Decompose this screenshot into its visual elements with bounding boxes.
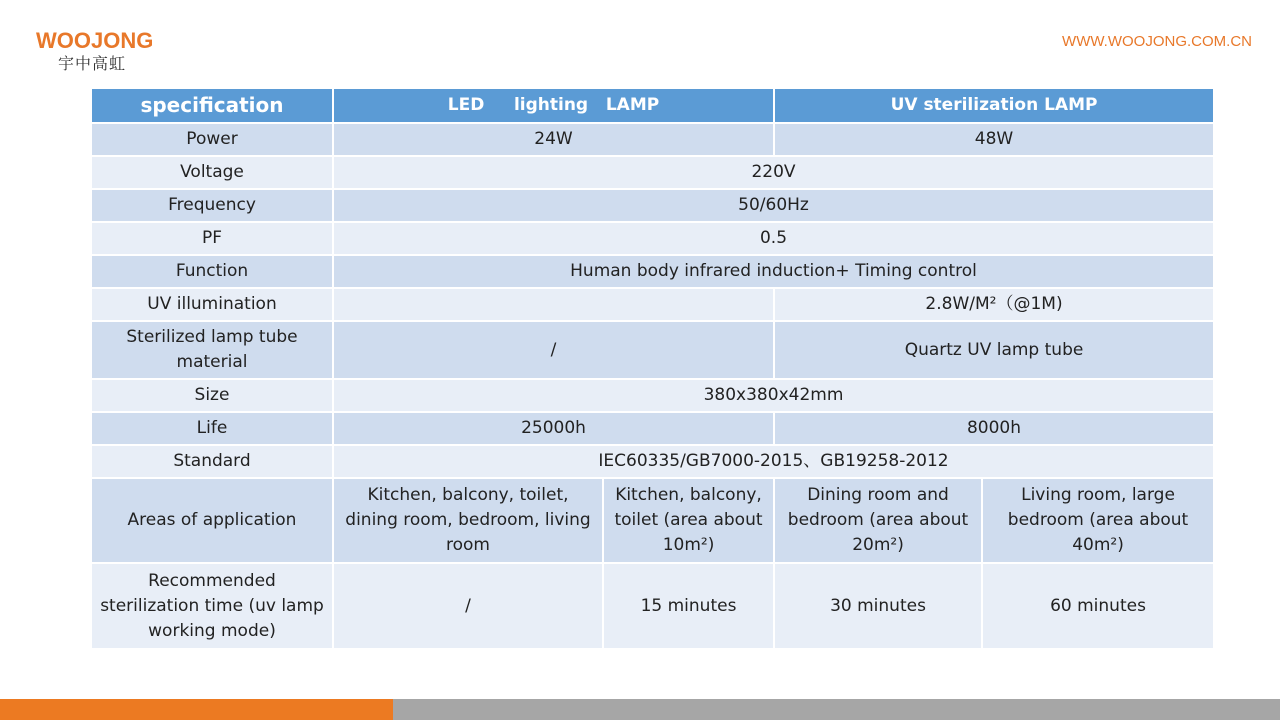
row-label-pf: PF (91, 222, 333, 255)
sterilization-uv-30min: 30 minutes (774, 563, 982, 649)
table-row-areas (91, 478, 1214, 563)
table-row-function (91, 255, 1214, 288)
row-label-size: Size (91, 379, 333, 412)
standard-value: IEC60335/GB7000-2015、GB19258-2012 (333, 445, 1214, 478)
header-uv-lamp: UV sterilization LAMP (774, 88, 1214, 123)
table-row-life (91, 412, 1214, 445)
sterilization-led-value: / (333, 563, 603, 649)
table-row-pf (91, 222, 1214, 255)
header-specification: specification (91, 88, 333, 123)
sterilization-uv-15min: 15 minutes (603, 563, 774, 649)
table-row-standard (91, 445, 1214, 478)
life-uv-value: 8000h (774, 412, 1214, 445)
header-led-lamp: LED lighting LAMP (333, 88, 774, 123)
specification-table (90, 87, 1215, 650)
table-row-frequency (91, 189, 1214, 222)
table-row-voltage (91, 156, 1214, 189)
row-label-standard: Standard (91, 445, 333, 478)
power-uv-value: 48W (774, 123, 1214, 156)
areas-uv-40m2: Living room, large bedroom (area about 40m²) (982, 478, 1214, 563)
footer-bar-orange (0, 699, 393, 720)
footer-bar-gray (393, 699, 1280, 720)
row-label-frequency: Frequency (91, 189, 333, 222)
company-logo (36, 28, 176, 74)
row-label-power: Power (91, 123, 333, 156)
row-label-life: Life (91, 412, 333, 445)
power-led-value: 24W (333, 123, 774, 156)
areas-uv-10m2: Kitchen, balcony, toilet (area about 10m²) (603, 478, 774, 563)
table-row-size (91, 379, 1214, 412)
row-label-voltage: Voltage (91, 156, 333, 189)
logo-wordmark: WOOJONG (36, 28, 154, 53)
row-label-tube-material: Sterilized lamp tube material (91, 321, 333, 379)
table-row-uv-illumination (91, 288, 1214, 321)
voltage-value: 220V (333, 156, 1214, 189)
areas-uv-20m2: Dining room and bedroom (area about 20m²) (774, 478, 982, 563)
uv-illumination-uv-value: 2.8W/M²（@1M) (774, 288, 1214, 321)
table-row-tube-material (91, 321, 1214, 379)
row-label-uv-illumination: UV illumination (91, 288, 333, 321)
tube-material-led-value: / (333, 321, 774, 379)
row-label-areas: Areas of application (91, 478, 333, 563)
uv-illumination-led-value (333, 288, 774, 321)
pf-value: 0.5 (333, 222, 1214, 255)
table-row-sterilization-time (91, 563, 1214, 649)
logo-chinese-name: 宇中高虹 (58, 54, 127, 73)
row-label-sterilization-time: Recommended sterilization time (uv lamp working mode) (91, 563, 333, 649)
sterilization-uv-60min: 60 minutes (982, 563, 1214, 649)
areas-led-value: Kitchen, balcony, toilet, dining room, bedroom, living room (333, 478, 603, 563)
row-label-function: Function (91, 255, 333, 288)
tube-material-uv-value: Quartz UV lamp tube (774, 321, 1214, 379)
function-value: Human body infrared induction+ Timing control (333, 255, 1214, 288)
frequency-value: 50/60Hz (333, 189, 1214, 222)
table-header-row (91, 88, 1214, 123)
website-url: WWW.WOOJONG.COM.CN (1062, 33, 1252, 50)
life-led-value: 25000h (333, 412, 774, 445)
table-row-power (91, 123, 1214, 156)
size-value: 380x380x42mm (333, 379, 1214, 412)
